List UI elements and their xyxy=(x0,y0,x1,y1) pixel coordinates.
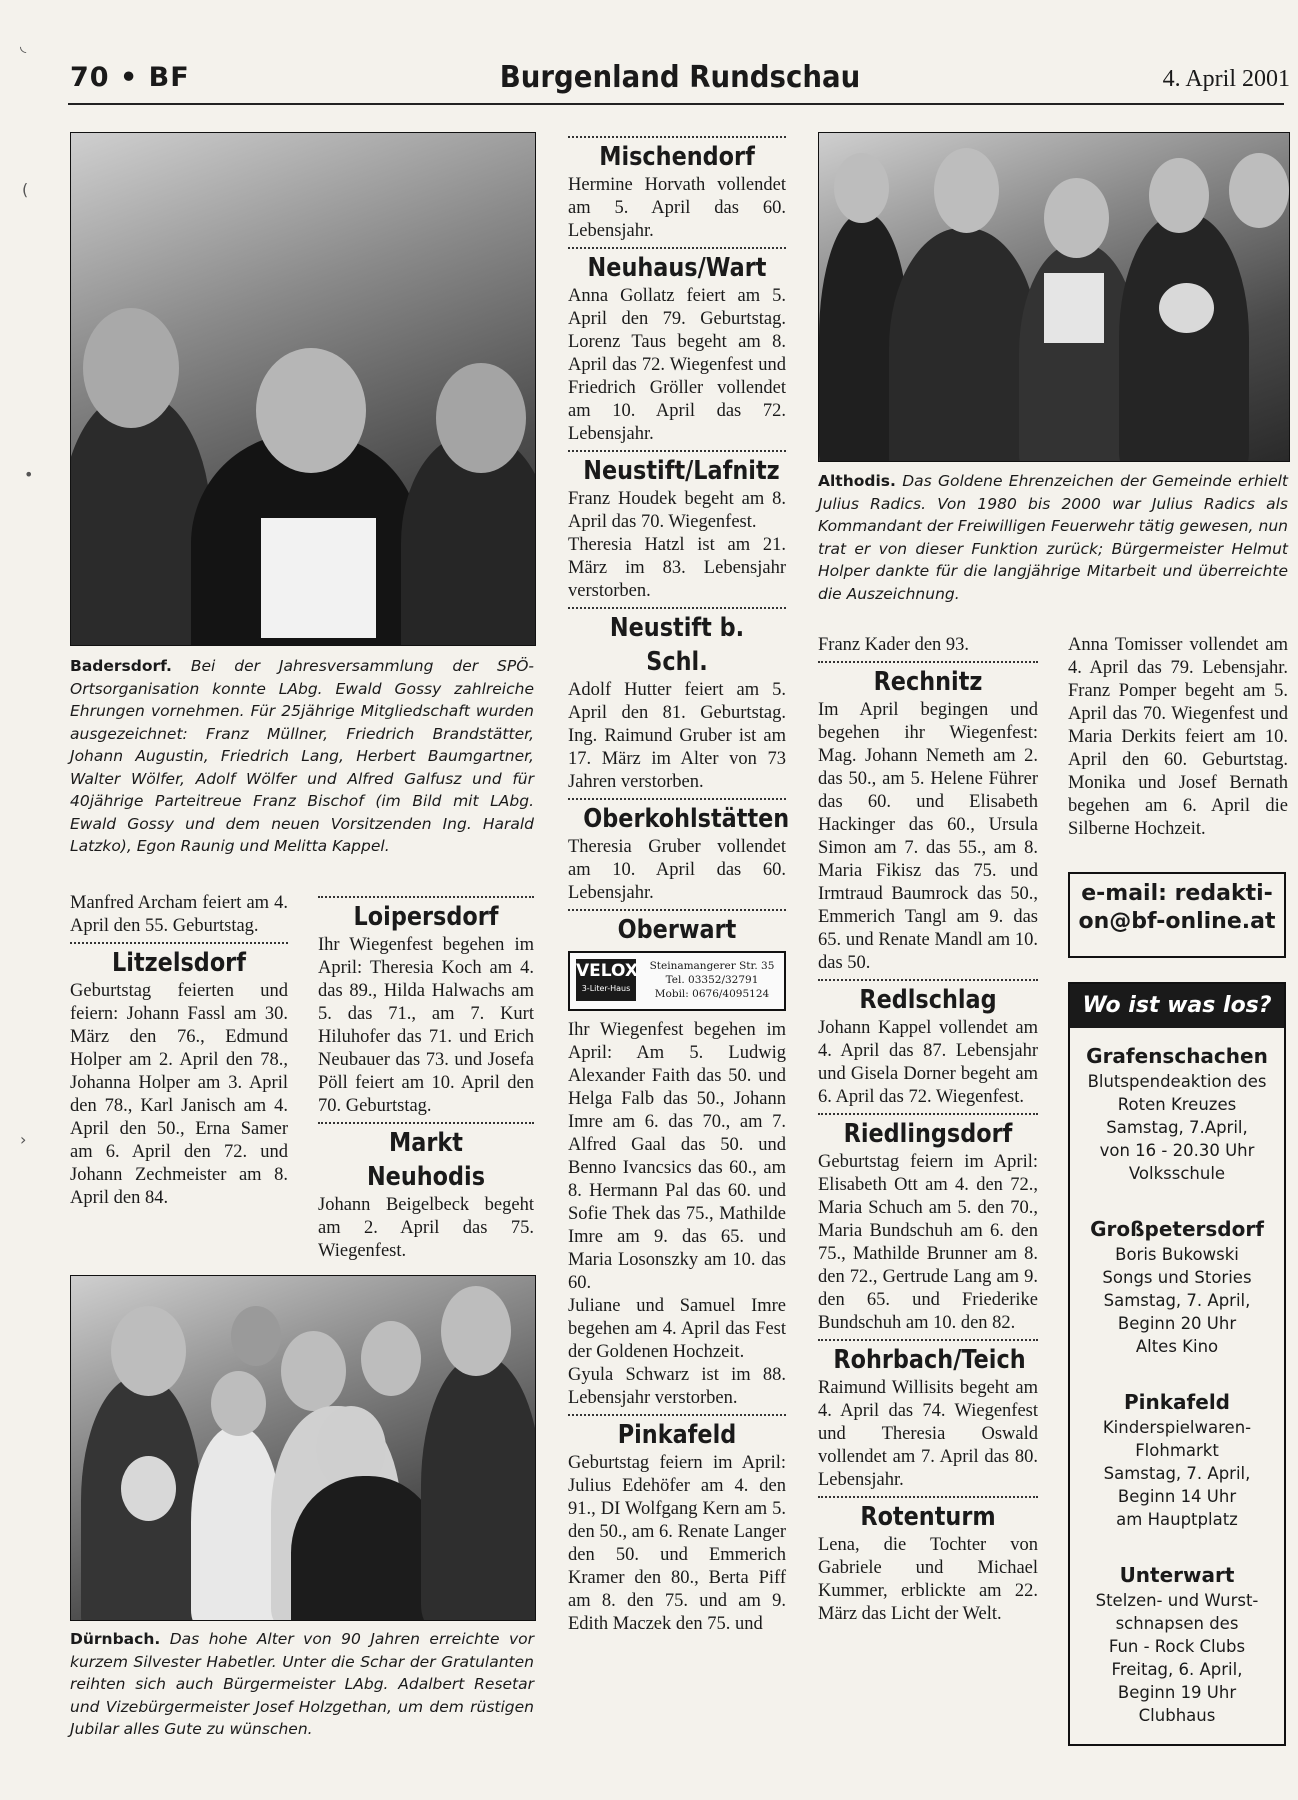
margin-mark: › xyxy=(20,1130,27,1149)
dotted-separator xyxy=(568,136,786,138)
article-text: Theresia Hatzl ist am 21. März im 83. Lebensjahr verstorben. xyxy=(568,535,786,601)
event-detail: Samstag, 7.April, xyxy=(1106,1118,1248,1137)
event-detail: Beginn 20 Uhr xyxy=(1117,1314,1237,1333)
event-detail: Stelzen- und Wurst- xyxy=(1095,1591,1259,1610)
article-text: Theresia Gruber vollendet am 10. April das 60. Lebensjahr. xyxy=(568,837,786,903)
event-detail: Flohmarkt xyxy=(1135,1441,1219,1460)
article-text: Manfred Archam feiert am 4. April den 55. Geburtstag. xyxy=(70,893,288,936)
event-detail: Altes Kino xyxy=(1135,1337,1219,1356)
column-2 xyxy=(318,892,534,1263)
article-text: Juliane und Samuel Imre begehen am 4. April das Fest der Goldenen Hochzeit. xyxy=(568,1296,786,1362)
header-rule xyxy=(68,103,1284,105)
article-heading-oberwart: Oberwart xyxy=(617,915,737,945)
dotted-separator xyxy=(818,1339,1038,1341)
article-text: Geburtstag feierten und feiern: Johann Fassl am 30. März den 76., Edmund Holper am 2. April den 78., Johanna Holper am 3. April den 78., Karl Janisch am 4. April den 50., Erna Samer am 6. April den 72. und Johann Zechmeister am 8. April den 84. xyxy=(70,981,288,1208)
article-text: Ihr Wiegenfest begehen im April: Am 5. Ludwig Alexander Faith das 50. und Helga Falb das 50., Johann Imre am 6. das 70., am 7. Alfred Gaal das 50. und Benno Ivancsics das 60., am 8. Hermann Pal das 60. und Sofie Thek das 75., Mathilde Imre am 9. das 65. und Maria Losonszky am 10. das 60. xyxy=(568,1020,786,1293)
event-detail: am Hauptplatz xyxy=(1116,1510,1238,1529)
email-line-1: e-mail: redakti- xyxy=(1081,881,1273,906)
article-text: Hermine Horvath vollendet am 5. April das 60. Lebensjahr. xyxy=(568,175,786,241)
margin-mark: • xyxy=(24,465,34,484)
article-text: Geburtstag feiern im April: Julius Edehöfer am 4. den 91., DI Wolfgang Kern am 5. den 50., am 6. Renate Langer den 50. und Emmerich Kramer den 80., Berta Piff am 8. den 75. und am 9. Edith Maczek den 75. und xyxy=(568,1453,786,1634)
article-heading-pinkafeld: Pinkafeld xyxy=(617,1420,737,1450)
caption-duernbach xyxy=(70,1628,534,1741)
caption-text: Bei der Jahresversammlung der SPÖ-Ortsorganisation konnte LAbg. Ewald Gossy zahlreiche Ehrungen vornehmen. Für 25jährige Mitgliedschaft wurden ausgezeichnet: Franz Müllner, Friedrich Brandstätter, Johann Augustin, Friedrich Lang, Herbert Baumgartner, Walter Wölfer, Adolf Wölfer und Alfred Galfusz und für 40jährige Parteitreue Franz Bischof (im Bild mit LAbg. Ewald Gossy und dem neuen Vorsitzenden Ing. Harald Latzko), Egon Raunig und Melitta Kappel. xyxy=(70,657,534,855)
dotted-separator xyxy=(818,1113,1038,1115)
caption-place: Badersdorf. xyxy=(70,657,172,675)
events-box xyxy=(1068,982,1286,1746)
article-text: Anna Tomisser vollendet am 4. April das 79. Lebensjahr. Franz Pomper begeht am 5. April das 70. Wiegenfest und Maria Derkits feiert am 10. April den 60. Geburtstag. Monika und Josef Bernath begehen am 6. April die Silberne Hochzeit. xyxy=(1068,635,1288,839)
newspaper-title: Burgenland Rundschau xyxy=(499,60,861,95)
dotted-separator xyxy=(568,798,786,800)
article-text: Franz Kader den 93. xyxy=(818,635,970,655)
event-detail: von 16 - 20.30 Uhr xyxy=(1099,1141,1255,1160)
article-heading-mischendorf: Mischendorf xyxy=(599,142,755,172)
article-heading-rotenturm: Rotenturm xyxy=(860,1502,996,1532)
article-heading-neuhaus-wart: Neuhaus/Wart xyxy=(587,253,767,283)
issue-date: 4. April 2001 xyxy=(1162,66,1290,92)
event-detail: Freitag, 6. April, xyxy=(1111,1660,1243,1679)
event-detail: Beginn 19 Uhr xyxy=(1117,1683,1237,1702)
article-text: Anna Gollatz feiert am 5. April den 79. Geburtstag. Lorenz Taus begeht am 8. April das 72. Wiegenfest und Friedrich Gröller vollendet am 10. April das 72. Lebensjahr. xyxy=(568,286,786,444)
event-detail: Samstag, 7. April, xyxy=(1103,1464,1251,1483)
event-detail: Beginn 14 Uhr xyxy=(1117,1487,1237,1506)
ad-phone: Tel. 03352/32791 xyxy=(665,974,759,986)
ad-address: Steinamangerer Str. 35 xyxy=(649,960,775,972)
dotted-separator xyxy=(568,1414,786,1416)
article-heading-rohrbach-teich: Rohrbach/Teich xyxy=(833,1345,1026,1375)
caption-place: Dürnbach. xyxy=(70,1630,161,1648)
velox-ad xyxy=(568,951,786,1011)
event-item xyxy=(1070,1561,1284,1727)
article-text: Adolf Hutter feiert am 5. April den 81. Geburtstag. Ing. Raimund Gruber ist am 17. März im Alter von 73 Jahren verstorben. xyxy=(568,680,786,792)
ad-contact xyxy=(642,959,782,1001)
event-item xyxy=(1070,1388,1284,1531)
article-text: Geburtstag feiern im April: Elisabeth Ott am 4. den 72., Maria Schuch am 5. den 70., Maria Bundschuh am 6. den 75., Mathilde Brunner am 8. den 72., Gertrude Lang am 9. den 65. und Friederike Bundschuh am 10. den 82. xyxy=(818,1152,1038,1333)
events-title: Wo ist was los? xyxy=(1070,984,1284,1028)
article-heading-oberkohlstaetten: Oberkohlstätten xyxy=(583,804,790,834)
event-detail: Kinderspielwaren- xyxy=(1102,1418,1252,1437)
article-text: Franz Houdek begeht am 8. April das 70. Wiegenfest. xyxy=(568,489,786,532)
event-detail: Fun - Rock Clubs xyxy=(1108,1637,1246,1656)
velox-logo xyxy=(576,959,636,1001)
column-5 xyxy=(1068,634,1288,841)
event-place: Pinkafeld xyxy=(1124,1390,1230,1414)
article-heading-neustift-lafnitz: Neustift/Lafnitz xyxy=(583,456,780,486)
email-box xyxy=(1068,872,1286,958)
event-detail: Blutspendeaktion des xyxy=(1087,1072,1267,1091)
article-text: Gyula Schwarz ist im 88. Lebensjahr verstorben. xyxy=(568,1365,786,1408)
event-detail: Samstag, 7. April, xyxy=(1103,1291,1251,1310)
event-detail: Boris Bukowski xyxy=(1115,1245,1239,1264)
photo-althodis xyxy=(818,132,1290,462)
column-1 xyxy=(70,892,288,1210)
email-address[interactable]: on@bf-online.at xyxy=(1078,909,1276,934)
event-detail: schnapsen des xyxy=(1115,1614,1239,1633)
caption-text: Das hohe Alter von 90 Jahren erreichte vor kurzem Silvester Habetler. Unter die Schar der Gratulanten reihten sich auch Bürgermeister LAbg. Adalbert Resetar und Vizebürgermeister Josef Holzgethan, um dem rüstigen Jubilar alles Gute zu wünschen. xyxy=(70,1630,534,1738)
dotted-separator xyxy=(568,247,786,249)
photo-duernbach xyxy=(70,1275,536,1621)
article-heading-rechnitz: Rechnitz xyxy=(873,667,983,697)
event-item xyxy=(1070,1042,1284,1185)
dotted-separator xyxy=(568,909,786,911)
event-place: Unterwart xyxy=(1119,1563,1235,1587)
photo-badersdorf xyxy=(70,132,536,646)
dotted-separator xyxy=(318,1122,534,1124)
margin-mark: ◟ xyxy=(20,36,27,55)
dotted-separator xyxy=(568,607,786,609)
event-detail: Roten Kreuzes xyxy=(1117,1095,1237,1114)
dotted-separator xyxy=(318,896,534,898)
dotted-separator xyxy=(818,1496,1038,1498)
column-4 xyxy=(818,634,1038,1626)
article-text: Raimund Willisits begeht am 4. April das 74. Wiegenfest und Theresia Oswald vollendet am 7. April das 80. Lebensjahr. xyxy=(818,1378,1038,1490)
margin-mark: ( xyxy=(22,180,29,199)
events-list xyxy=(1070,1042,1284,1727)
velox-logo-text: VELOX xyxy=(576,961,638,981)
event-detail: Clubhaus xyxy=(1138,1706,1216,1725)
article-heading-riedlingsdorf: Riedlingsdorf xyxy=(843,1119,1013,1149)
dotted-separator xyxy=(568,450,786,452)
article-text: Im April begingen und begehen ihr Wiegenfest: Mag. Johann Nemeth am 2. das 50., am 5. Helene Führer das 60. und Elisabeth Hackinger das 60., Ursula Simon am 7. das 55., am 8. Maria Fikisz das 75. und Irmtraud Baumrock das 50., Emmerich Tangl am 9. das 65. und Renate Mandl am 10. das 50. xyxy=(818,700,1038,973)
article-heading-markt-neuhodis: Markt Neuhodis xyxy=(366,1128,486,1192)
event-place: Grafenschachen xyxy=(1086,1044,1268,1068)
event-place: Großpetersdorf xyxy=(1090,1217,1264,1241)
event-detail: Songs und Stories xyxy=(1102,1268,1252,1287)
article-text: Ihr Wiegenfest begehen im April: Theresia Koch am 4. das 89., Hilda Halwachs am 5. das 71., am 7. Kurt Hiluhofer das 71. und Erich Neubauer das 73. und Josefa Pöll feiert am 10. April den 70. Geburtstag. xyxy=(318,935,534,1116)
article-heading-litzelsdorf: Litzelsdorf xyxy=(112,948,246,978)
article-text: Johann Kappel vollendet am 4. April das 87. Lebensjahr und Gisela Dorner begeht am 6. April das 72. Wiegenfest. xyxy=(818,1018,1038,1107)
event-detail: Volksschule xyxy=(1128,1164,1226,1183)
article-heading-neustift-schl: Neustift b. Schl. xyxy=(609,613,745,677)
caption-place: Althodis. xyxy=(818,472,896,490)
event-item xyxy=(1070,1215,1284,1358)
article-text: Lena, die Tochter von Gabriele und Michael Kummer, erblickte am 22. März das Licht der Welt. xyxy=(818,1535,1038,1624)
dotted-separator xyxy=(818,979,1038,981)
column-3 xyxy=(568,132,790,1636)
caption-althodis xyxy=(818,470,1288,605)
caption-text: Das Goldene Ehrenzeichen der Gemeinde erhielt Julius Radics. Von 1980 bis 2000 war Julius Radics als Kommandant der Freiwilligen Feuerwehr tätig gewesen, nun trat er von dieser Funktion zurück; Bürgermeister Helmut Holper dankte für die langjährige Mitarbeit und überreichte die Auszeichnung. xyxy=(818,472,1288,603)
page-label: 70 • BF xyxy=(70,62,190,93)
velox-logo-sub: 3-Liter-Haus xyxy=(581,984,631,993)
dotted-separator xyxy=(818,661,1038,663)
caption-badersdorf xyxy=(70,655,534,858)
article-heading-loipersdorf: Loipersdorf xyxy=(353,902,499,932)
article-text: Johann Beigelbeck begeht am 2. April das 75. Wiegenfest. xyxy=(318,1195,534,1261)
ad-mobile: Mobil: 0676/4095124 xyxy=(654,988,770,1000)
article-heading-redlschlag: Redlschlag xyxy=(859,985,997,1015)
dotted-separator xyxy=(70,942,288,944)
